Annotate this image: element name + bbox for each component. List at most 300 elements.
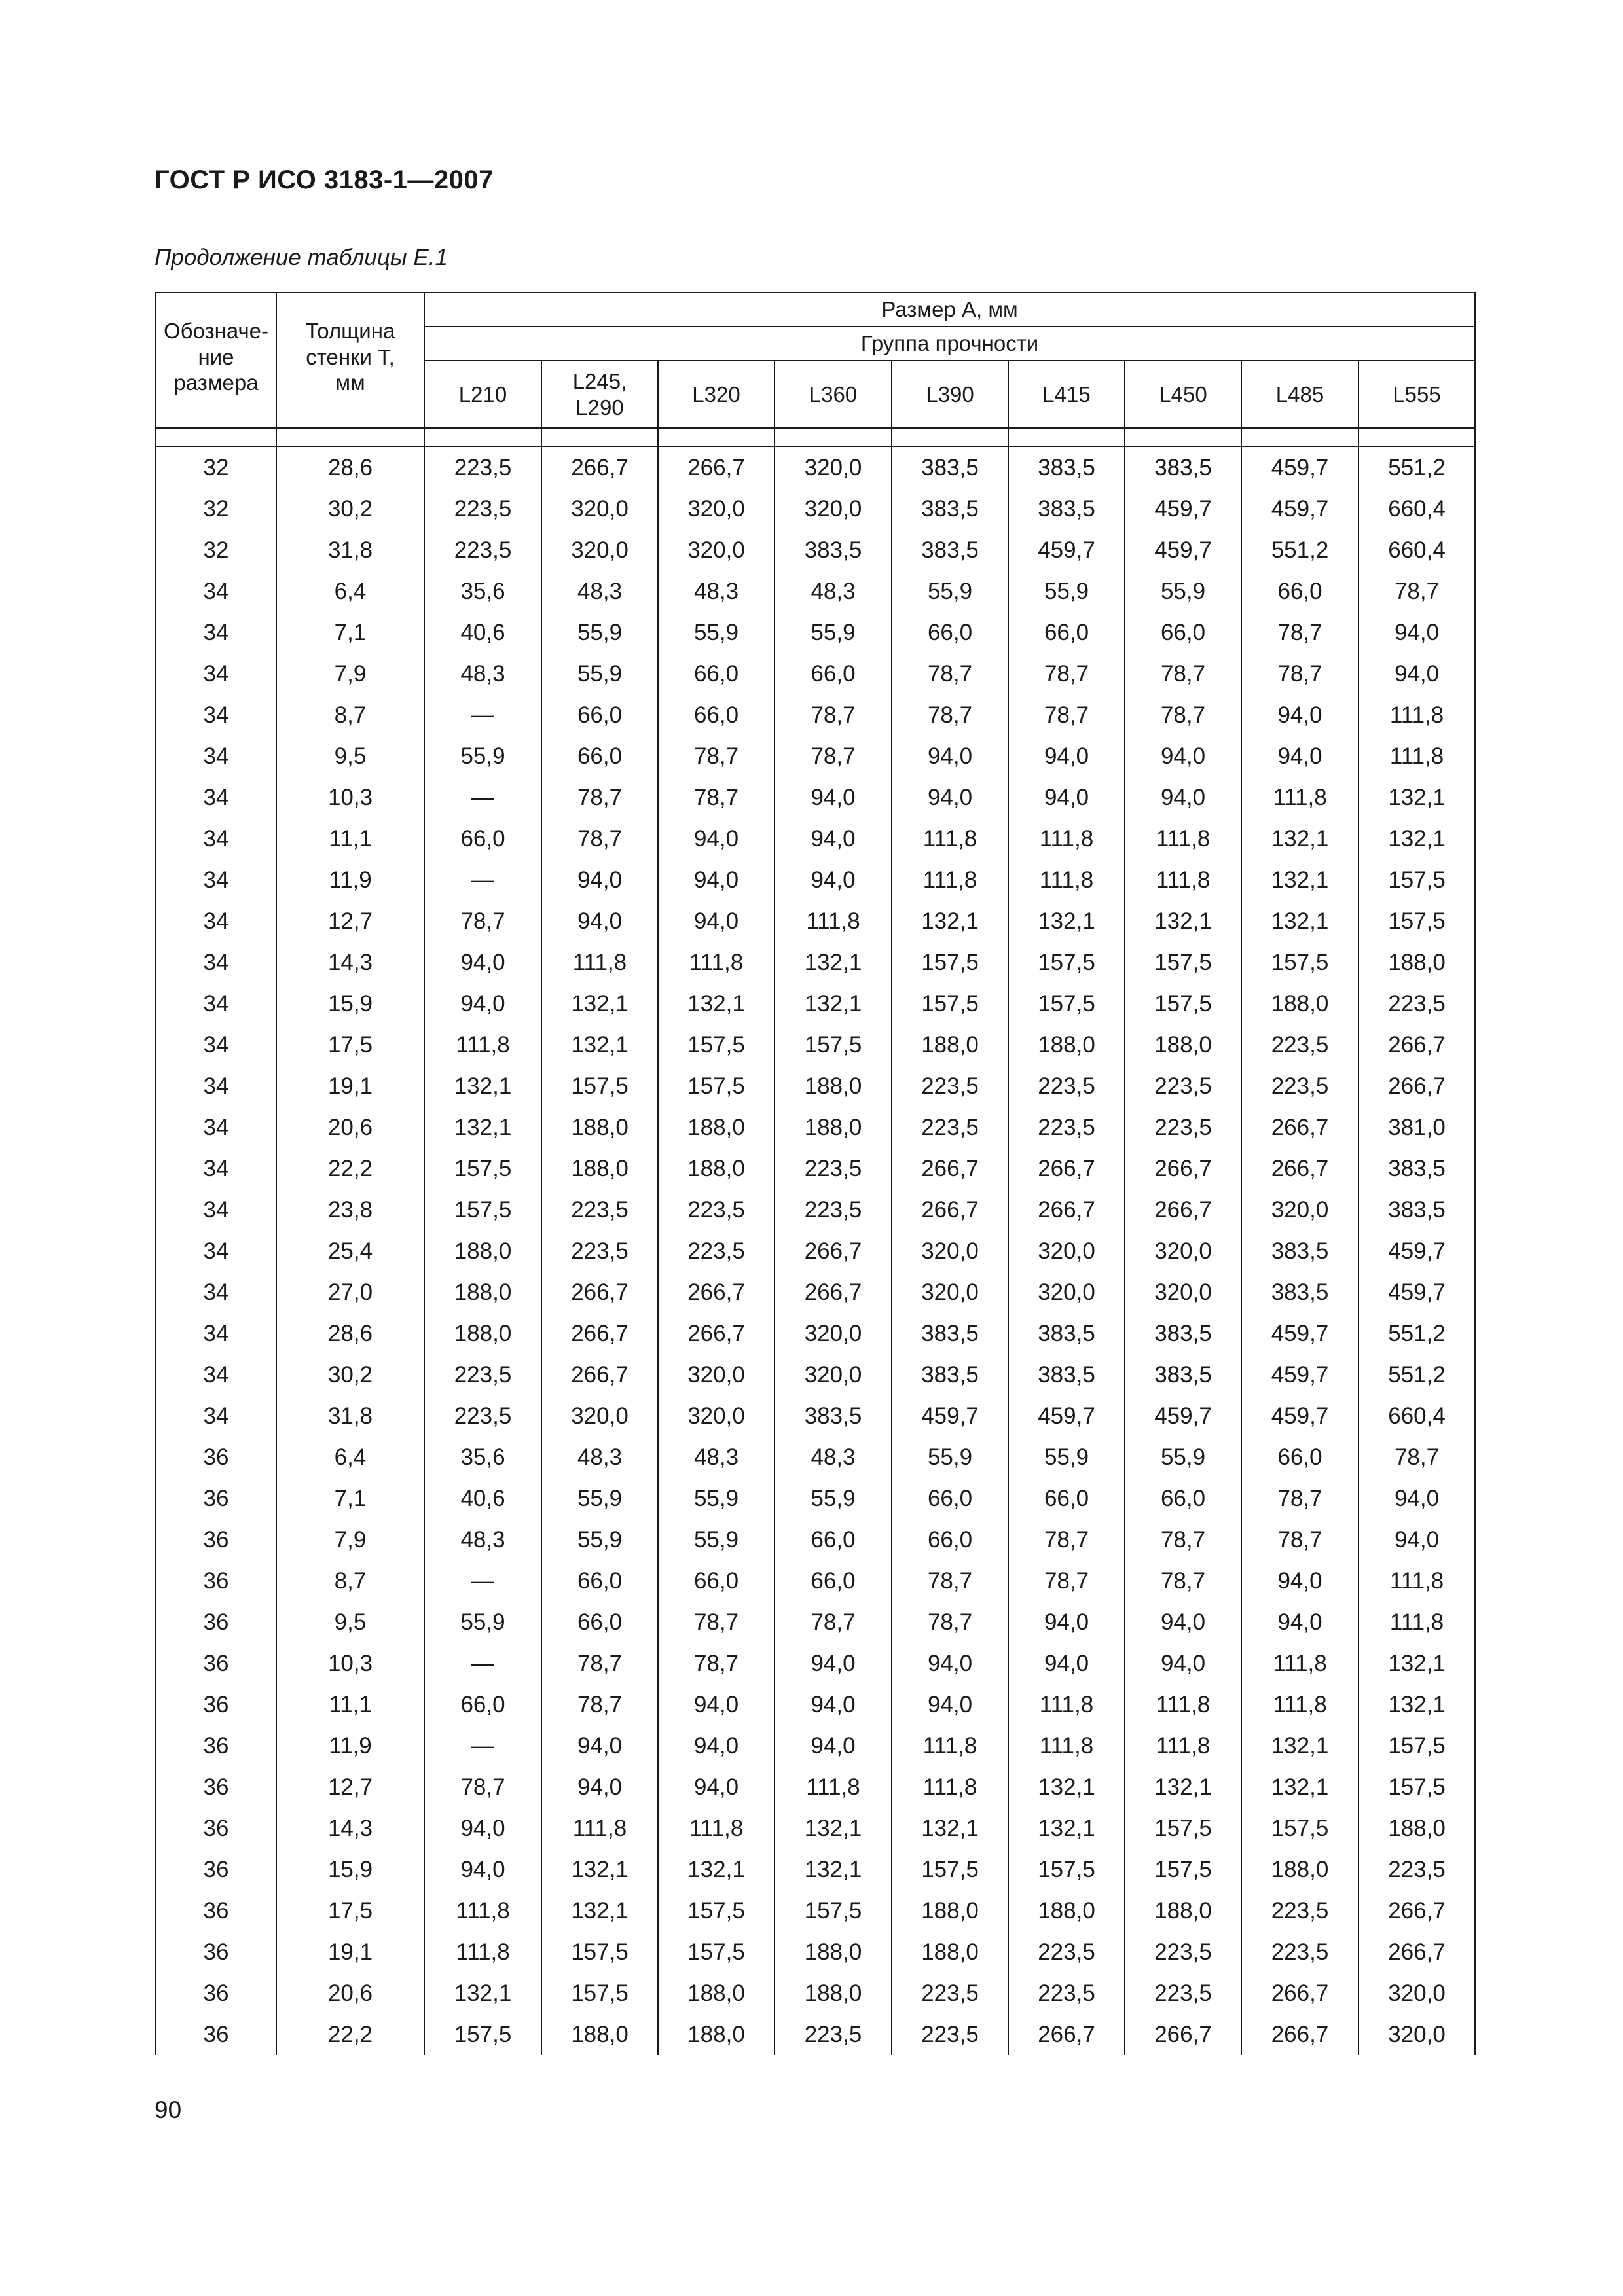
table-row [156, 1354, 1475, 1395]
cell-value: 320,0 [892, 1230, 1008, 1272]
cell-wall-thickness: 20,6 [276, 1107, 424, 1148]
cell-size: 34 [156, 653, 276, 694]
cell-value: 459,7 [892, 1395, 1008, 1437]
cell-value: 132,1 [1125, 1767, 1241, 1808]
cell-wall-thickness: 22,2 [276, 1148, 424, 1189]
cell-value: 266,7 [1008, 1189, 1125, 1230]
cell-wall-thickness: 17,5 [276, 1024, 424, 1066]
cell-value: 55,9 [541, 612, 658, 653]
cell-value: 459,7 [1241, 446, 1359, 488]
cell-value: 383,5 [892, 1354, 1008, 1395]
cell-value: 320,0 [1359, 1973, 1475, 2014]
cell-value: 111,8 [424, 1890, 541, 1931]
cell-value: 157,5 [892, 1849, 1008, 1890]
table-row [156, 1643, 1475, 1684]
grade-header-line: L485 [1275, 382, 1324, 406]
cell-value: 320,0 [1008, 1272, 1125, 1313]
cell-value: 459,7 [1125, 1395, 1241, 1437]
cell-wall-thickness: 10,3 [276, 1643, 424, 1684]
table-row [156, 1767, 1475, 1808]
cell-value: 78,7 [1125, 653, 1241, 694]
cell-value: 223,5 [541, 1230, 658, 1272]
cell-value: 94,0 [775, 777, 892, 818]
cell-value: 55,9 [892, 1437, 1008, 1478]
cell-value: 111,8 [658, 942, 775, 983]
cell-value: 94,0 [775, 1684, 892, 1725]
cell-value: 188,0 [1008, 1890, 1125, 1931]
cell-value: 320,0 [1008, 1230, 1125, 1272]
cell-value: 157,5 [775, 1890, 892, 1931]
cell-value: 94,0 [1241, 1560, 1359, 1602]
cell-value: 94,0 [658, 818, 775, 859]
cell-value: 132,1 [541, 983, 658, 1024]
cell-value: 320,0 [1241, 1189, 1359, 1230]
cell-value: 223,5 [1008, 1931, 1125, 1973]
cell-value: 266,7 [892, 1148, 1008, 1189]
cell-wall-thickness: 19,1 [276, 1931, 424, 1973]
cell-value: 111,8 [1359, 694, 1475, 736]
cell-value: 94,0 [658, 901, 775, 942]
cell-value: 66,0 [775, 653, 892, 694]
cell-value: 94,0 [775, 1643, 892, 1684]
cell-value: 223,5 [424, 1354, 541, 1395]
cell-value: 66,0 [658, 1560, 775, 1602]
cell-value: 320,0 [658, 1354, 775, 1395]
cell-value: 383,5 [1125, 1313, 1241, 1354]
cell-value: 94,0 [658, 1684, 775, 1725]
cell-size: 34 [156, 1354, 276, 1395]
cell-wall-thickness: 20,6 [276, 1973, 424, 2014]
cell-value: 157,5 [541, 1973, 658, 2014]
cell-size: 36 [156, 1478, 276, 1519]
cell-value: 266,7 [1008, 1148, 1125, 1189]
cell-value: 78,7 [892, 1560, 1008, 1602]
cell-value: 157,5 [775, 1024, 892, 1066]
cell-size: 36 [156, 1519, 276, 1560]
cell-value: 132,1 [424, 1107, 541, 1148]
cell-value: 157,5 [1125, 1808, 1241, 1849]
cell-size: 34 [156, 1148, 276, 1189]
cell-value: 223,5 [424, 488, 541, 529]
cell-value: 55,9 [775, 1478, 892, 1519]
cell-value: 78,7 [775, 736, 892, 777]
grade-header [541, 361, 658, 428]
cell-value: 132,1 [892, 1808, 1008, 1849]
cell-value: 78,7 [1008, 694, 1125, 736]
cell-value: 266,7 [1241, 1107, 1359, 1148]
cell-value: 157,5 [1125, 983, 1241, 1024]
cell-value: 111,8 [1008, 1725, 1125, 1767]
cell-value: 111,8 [1125, 818, 1241, 859]
cell-value: 157,5 [658, 1890, 775, 1931]
grade-header-line: L290 [575, 395, 624, 420]
grade-header [424, 361, 541, 428]
cell-value: 188,0 [424, 1230, 541, 1272]
cell-value: 157,5 [424, 2014, 541, 2055]
cell-value: 266,7 [775, 1230, 892, 1272]
cell-value: 94,0 [1359, 1478, 1475, 1519]
cell-value: 94,0 [1008, 736, 1125, 777]
cell-value: 55,9 [541, 1478, 658, 1519]
cell-value: 157,5 [892, 942, 1008, 983]
cell-value: 132,1 [775, 1849, 892, 1890]
cell-size: 34 [156, 1189, 276, 1230]
cell-value: 94,0 [1125, 1602, 1241, 1643]
cell-value: 94,0 [658, 1767, 775, 1808]
cell-value: 320,0 [1125, 1230, 1241, 1272]
cell-value: 459,7 [1359, 1272, 1475, 1313]
cell-value: 78,7 [1008, 653, 1125, 694]
cell-wall-thickness: 12,7 [276, 901, 424, 942]
cell-value: 551,2 [1359, 446, 1475, 488]
cell-value: 66,0 [658, 653, 775, 694]
cell-value: 132,1 [424, 1066, 541, 1107]
grade-header-line: L320 [692, 382, 740, 406]
cell-value: 66,0 [541, 1560, 658, 1602]
cell-value: 188,0 [541, 1148, 658, 1189]
cell-size: 34 [156, 571, 276, 612]
cell-value: 383,5 [1008, 1313, 1125, 1354]
cell-value: 223,5 [424, 1395, 541, 1437]
table-row [156, 1725, 1475, 1767]
cell-value: 35,6 [424, 571, 541, 612]
cell-value: 459,7 [1241, 488, 1359, 529]
cell-value: 188,0 [1125, 1024, 1241, 1066]
cell-value: 188,0 [424, 1313, 541, 1354]
cell-size: 36 [156, 1437, 276, 1478]
cell-value: 94,0 [1241, 694, 1359, 736]
table-row [156, 1395, 1475, 1437]
cell-value: 132,1 [541, 1890, 658, 1931]
col-header-size-line: ние [198, 344, 234, 369]
cell-size: 36 [156, 1684, 276, 1725]
cell-value: 132,1 [1359, 1684, 1475, 1725]
table-row [156, 1602, 1475, 1643]
cell-value: 94,0 [892, 736, 1008, 777]
table-body [156, 428, 1475, 2055]
cell-size: 36 [156, 1560, 276, 1602]
table-row [156, 901, 1475, 942]
grade-header [1241, 361, 1359, 428]
cell-value: 132,1 [1359, 818, 1475, 859]
table-row [156, 1849, 1475, 1890]
cell-value: 94,0 [424, 942, 541, 983]
cell-value: 223,5 [1008, 1973, 1125, 2014]
cell-value: 94,0 [1359, 1519, 1475, 1560]
cell-value: 111,8 [775, 901, 892, 942]
cell-value: 157,5 [1125, 942, 1241, 983]
cell-size: 34 [156, 612, 276, 653]
table-row [156, 736, 1475, 777]
header-spacer-row [156, 428, 1475, 446]
cell-value: 78,7 [658, 1602, 775, 1643]
grade-header-line: L210 [458, 382, 507, 406]
cell-value: 660,4 [1359, 1395, 1475, 1437]
cell-value: 78,7 [1241, 612, 1359, 653]
cell-value: 94,0 [658, 1725, 775, 1767]
cell-value: 320,0 [775, 488, 892, 529]
cell-value: 94,0 [424, 1808, 541, 1849]
cell-wall-thickness: 11,1 [276, 818, 424, 859]
cell-value: 78,7 [658, 1643, 775, 1684]
cell-value: 223,5 [892, 1107, 1008, 1148]
cell-value: 48,3 [775, 1437, 892, 1478]
cell-value: 223,5 [1125, 1066, 1241, 1107]
cell-wall-thickness: 28,6 [276, 446, 424, 488]
cell-value: 132,1 [658, 983, 775, 1024]
cell-value: 383,5 [1008, 446, 1125, 488]
cell-size: 34 [156, 777, 276, 818]
cell-value: 94,0 [1241, 736, 1359, 777]
cell-value: 111,8 [892, 1725, 1008, 1767]
table-row [156, 1024, 1475, 1066]
cell-value: 157,5 [658, 1024, 775, 1066]
cell-value: 55,9 [1125, 1437, 1241, 1478]
cell-wall-thickness: 27,0 [276, 1272, 424, 1313]
cell-value: 111,8 [892, 1767, 1008, 1808]
cell-wall-thickness: 30,2 [276, 488, 424, 529]
grade-header [892, 361, 1008, 428]
cell-wall-thickness: 9,5 [276, 1602, 424, 1643]
cell-value: 132,1 [775, 983, 892, 1024]
cell-value: 132,1 [658, 1849, 775, 1890]
cell-value: 320,0 [775, 1354, 892, 1395]
cell-value: 266,7 [541, 446, 658, 488]
cell-value: 78,7 [1359, 571, 1475, 612]
grade-header-line: L555 [1393, 382, 1441, 406]
cell-value: 223,5 [1241, 1024, 1359, 1066]
table-row [156, 653, 1475, 694]
table-row [156, 446, 1475, 488]
cell-value: 94,0 [892, 777, 1008, 818]
table-row [156, 694, 1475, 736]
cell-value: 55,9 [541, 1519, 658, 1560]
cell-value: 223,5 [658, 1189, 775, 1230]
cell-value: 78,7 [541, 1643, 658, 1684]
cell-value: 78,7 [1125, 694, 1241, 736]
cell-value: 223,5 [541, 1189, 658, 1230]
cell-value: 383,5 [1241, 1272, 1359, 1313]
cell-value: 266,7 [1241, 2014, 1359, 2055]
cell-value: 157,5 [892, 983, 1008, 1024]
cell-value: 94,0 [1008, 777, 1125, 818]
cell-value: 40,6 [424, 612, 541, 653]
cell-wall-thickness: 12,7 [276, 1767, 424, 1808]
cell-value: 320,0 [658, 529, 775, 571]
cell-wall-thickness: 6,4 [276, 571, 424, 612]
cell-wall-thickness: 10,3 [276, 777, 424, 818]
cell-value: 48,3 [775, 571, 892, 612]
cell-value: 157,5 [1008, 942, 1125, 983]
cell-wall-thickness: 8,7 [276, 694, 424, 736]
cell-value: 40,6 [424, 1478, 541, 1519]
dimensions-table [155, 292, 1476, 2055]
cell-size: 34 [156, 1313, 276, 1354]
cell-value: 66,0 [1008, 1478, 1125, 1519]
document-header: ГОСТ Р ИСО 3183-1—2007 [155, 166, 494, 194]
cell-value: 132,1 [1125, 901, 1241, 942]
cell-value: 266,7 [541, 1354, 658, 1395]
cell-wall-thickness: 31,8 [276, 1395, 424, 1437]
cell-value: 223,5 [424, 446, 541, 488]
table-row [156, 1107, 1475, 1148]
cell-value: 188,0 [892, 1931, 1008, 1973]
cell-size: 36 [156, 1973, 276, 2014]
group-header-grade: Группа прочности [424, 327, 1475, 361]
cell-value: 132,1 [1008, 901, 1125, 942]
cell-value: 223,5 [892, 1066, 1008, 1107]
cell-wall-thickness: 14,3 [276, 1808, 424, 1849]
table-row [156, 1684, 1475, 1725]
cell-value: 111,8 [1359, 1602, 1475, 1643]
cell-value: 320,0 [541, 1395, 658, 1437]
group-header-size: Размер А, мм [424, 293, 1475, 327]
cell-value: 111,8 [541, 942, 658, 983]
table-row [156, 942, 1475, 983]
cell-value: 132,1 [1359, 1643, 1475, 1684]
cell-value: 188,0 [1359, 1808, 1475, 1849]
cell-value: 157,5 [1359, 1725, 1475, 1767]
cell-value: 188,0 [775, 1066, 892, 1107]
cell-value: 132,1 [1241, 818, 1359, 859]
cell-value: 78,7 [541, 818, 658, 859]
cell-value: 223,5 [775, 1148, 892, 1189]
cell-size: 34 [156, 818, 276, 859]
table-row [156, 1973, 1475, 2014]
cell-value: 66,0 [892, 612, 1008, 653]
cell-value: 320,0 [775, 446, 892, 488]
cell-wall-thickness: 11,9 [276, 1725, 424, 1767]
cell-value: 157,5 [658, 1066, 775, 1107]
cell-value: 223,5 [775, 1189, 892, 1230]
cell-value: 78,7 [424, 901, 541, 942]
grade-header [1008, 361, 1125, 428]
cell-value: 381,0 [1359, 1107, 1475, 1148]
cell-wall-thickness: 15,9 [276, 983, 424, 1024]
cell-value: 94,0 [775, 859, 892, 901]
cell-value: 223,5 [1241, 1931, 1359, 1973]
cell-size: 34 [156, 1272, 276, 1313]
col-header-size-line: Обозначе- [163, 319, 269, 343]
cell-value: 94,0 [424, 983, 541, 1024]
cell-value: 94,0 [775, 1725, 892, 1767]
cell-value: 320,0 [541, 529, 658, 571]
cell-value: 459,7 [1359, 1230, 1475, 1272]
cell-size: 34 [156, 1107, 276, 1148]
table-row [156, 1560, 1475, 1602]
cell-value: 78,7 [1241, 653, 1359, 694]
cell-value: 223,5 [1125, 1973, 1241, 2014]
cell-value: 94,0 [1008, 1602, 1125, 1643]
cell-value: 94,0 [541, 901, 658, 942]
cell-value: 78,7 [658, 736, 775, 777]
cell-value: — [424, 694, 541, 736]
cell-value: 132,1 [1241, 859, 1359, 901]
cell-value: 320,0 [775, 1313, 892, 1354]
cell-value: 157,5 [541, 1931, 658, 1973]
cell-value: 94,0 [541, 859, 658, 901]
cell-value: 78,7 [775, 1602, 892, 1643]
cell-value: 188,0 [541, 1107, 658, 1148]
cell-value: 94,0 [658, 859, 775, 901]
cell-value: 459,7 [1241, 1354, 1359, 1395]
cell-value: 55,9 [658, 612, 775, 653]
cell-value: 157,5 [658, 1931, 775, 1973]
cell-value: 55,9 [775, 612, 892, 653]
cell-value: — [424, 777, 541, 818]
table-row [156, 2014, 1475, 2055]
cell-value: 66,0 [1125, 612, 1241, 653]
grade-header-line: L360 [809, 382, 858, 406]
cell-value: 78,7 [1241, 1478, 1359, 1519]
cell-value: 111,8 [541, 1808, 658, 1849]
cell-value: 157,5 [1359, 901, 1475, 942]
cell-value: 383,5 [1008, 488, 1125, 529]
cell-value: 132,1 [541, 1849, 658, 1890]
table-row [156, 529, 1475, 571]
cell-value: 660,4 [1359, 488, 1475, 529]
cell-value: 111,8 [1125, 859, 1241, 901]
cell-value: 78,7 [658, 777, 775, 818]
cell-value: 111,8 [1125, 1725, 1241, 1767]
table-row [156, 1808, 1475, 1849]
cell-wall-thickness: 25,4 [276, 1230, 424, 1272]
cell-value: 111,8 [1125, 1684, 1241, 1725]
cell-value: 66,0 [1241, 571, 1359, 612]
cell-value: 383,5 [1359, 1148, 1475, 1189]
cell-value: 320,0 [658, 1395, 775, 1437]
cell-size: 32 [156, 529, 276, 571]
cell-value: 132,1 [1241, 901, 1359, 942]
cell-value: 78,7 [541, 1684, 658, 1725]
cell-size: 34 [156, 1066, 276, 1107]
grade-header-line: L415 [1042, 382, 1091, 406]
table-row [156, 777, 1475, 818]
cell-value: 111,8 [1241, 1684, 1359, 1725]
cell-value: 188,0 [1241, 983, 1359, 1024]
cell-size: 34 [156, 1024, 276, 1066]
cell-value: 111,8 [1359, 1560, 1475, 1602]
cell-value: 266,7 [1359, 1931, 1475, 1973]
cell-value: 266,7 [1241, 1148, 1359, 1189]
table-row [156, 571, 1475, 612]
cell-value: 111,8 [1359, 736, 1475, 777]
cell-size: 36 [156, 1602, 276, 1643]
grade-header-line: L450 [1159, 382, 1207, 406]
cell-wall-thickness: 11,9 [276, 859, 424, 901]
cell-value: 78,7 [892, 694, 1008, 736]
cell-value: 266,7 [1359, 1066, 1475, 1107]
cell-size: 36 [156, 1767, 276, 1808]
cell-value: 383,5 [892, 529, 1008, 571]
cell-size: 34 [156, 1230, 276, 1272]
table-row [156, 1272, 1475, 1313]
cell-value: 78,7 [1125, 1519, 1241, 1560]
grade-header [1359, 361, 1475, 428]
cell-value: 66,0 [658, 694, 775, 736]
table-row [156, 818, 1475, 859]
cell-size: 36 [156, 1643, 276, 1684]
page-number: 90 [155, 2096, 182, 2123]
cell-value: — [424, 1725, 541, 1767]
cell-value: 188,0 [775, 1107, 892, 1148]
cell-wall-thickness: 7,9 [276, 1519, 424, 1560]
cell-value: 188,0 [424, 1272, 541, 1313]
cell-value: 78,7 [541, 777, 658, 818]
grade-header-line: L390 [926, 382, 974, 406]
cell-value: 188,0 [1008, 1024, 1125, 1066]
cell-value: 66,0 [424, 818, 541, 859]
